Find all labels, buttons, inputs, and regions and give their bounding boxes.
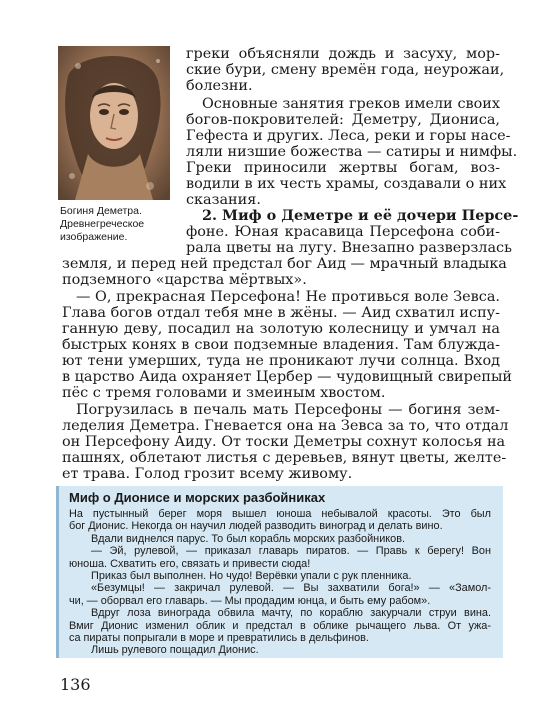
box-text-line: «Безумцы! — закричал рулевой. — Вы захватили бога!» — «Замол- [91, 582, 491, 595]
caption-line: Богиня Деметра. [60, 205, 142, 217]
text-line: земля, и перед ней предстал бог Аид — мрачный владыка [62, 256, 507, 272]
text-line: — О, прекрасная Персефона! Не противься воле Зевса. [76, 289, 500, 305]
text-line: Греки приносили жертвы богам, воз- [186, 160, 500, 176]
box-text-line: Вдали виднелся парус. То был корабль морских разбойников. [91, 532, 406, 545]
text-line: рала цветы на лугу. Внезапно разверзлась [186, 240, 512, 256]
text-line: быстрых конях в свои подземные владения. Там блужда- [62, 337, 500, 353]
demeter-face-illustration [58, 46, 170, 200]
box-text-line: Вмиг Дионис изменил облик и предстал в облике рычащего льва. От ужа- [69, 619, 491, 632]
text-line: пашнях, облетают листья с деревьев, вянут цветы, желте- [62, 450, 507, 466]
text-line: ляли низшие божества — сатиры и нимфы. [186, 144, 518, 160]
box-text-line: са пираты попрыгали в море и превратились в дельфинов. [69, 632, 369, 644]
caption-line: Древнегреческое [60, 218, 145, 230]
box-text-line: Вдруг лоза винограда обвила мачту, по кораблю закурчали струи вина. [91, 607, 491, 620]
text-line: греки объясняли дождь и засуху, мор- [186, 46, 500, 62]
text-line: Основные занятия греков имели своих [202, 96, 500, 112]
text-line: ют тени умерших, туда не проникают лучи солнца. Вход [62, 353, 500, 369]
text-line: ские бури, смену времён года, неурожаи, [186, 62, 505, 78]
text-line: сказания. [186, 192, 261, 208]
text-line: он Персефону Аиду. От тоски Деметры сохнут колосья на [62, 434, 506, 450]
box-text-line: На пустынный берег моря вышел юноша небывалой красоты. Это был [69, 508, 491, 520]
text-line: Гефеста и других. Леса, реки и горы насе- [186, 128, 511, 144]
demeter-fresco-image [58, 46, 170, 200]
box-text-line: бог Дионис. Некогда он научил людей разводить виноград и делать вино. [69, 520, 443, 533]
box-text-line: юноша. Схватить его, связать и привести сюда! [69, 557, 311, 570]
text-line: в царство Аида охраняет Цербер — чудовищный свирепый [62, 369, 512, 385]
page-number: 136 [60, 675, 91, 694]
caption-line: изображение. [60, 231, 128, 243]
text-line: подземного «царства мёртвых». [62, 272, 307, 288]
figure-caption [60, 205, 178, 244]
text-line: фоне. Юная красавица Персефона соби- [186, 224, 500, 240]
box-text-line: Приказ был выполнен. Но чудо! Верёвки упали с рук пленника. [91, 570, 412, 582]
box-text-line: Лишь рулевого пощадил Дионис. [91, 644, 259, 657]
box-text-line: — Эй, рулевой, — приказал главарь пиратов. — Правь к берегу! Вон [91, 545, 491, 558]
box-text-line: чи, — оборвал его главарь. — Мы продадим юнца, и быть ему рабом». [69, 594, 431, 607]
text-line: Глава богов отдал тебя мне в жёны. — Аид схватил испу- [62, 305, 500, 321]
text-line: Погрузилась в печаль мать Персефоны — богиня зем- [76, 402, 500, 418]
text-line: пёс с тремя головами и змеиным хвостом. [62, 385, 386, 401]
box-title: Миф о Дионисе и морских разбойниках [69, 490, 326, 505]
section-heading-line: 2. Миф о Деметре и её дочери Персе- [202, 207, 519, 224]
text-line: леделия Деметра. Гневается она на Зевса за то, что отдал [62, 418, 509, 434]
text-line: ет трава. Голод грозит всему живому. [62, 466, 353, 482]
dionysus-myth-box [56, 486, 503, 658]
text-line: водили в их честь храмы, создавали о них [186, 176, 507, 192]
text-line: болезни. [186, 78, 253, 94]
text-line: богов-покровителей: Деметру, Диониса, [186, 112, 500, 128]
text-line: ганную деву, посадил на золотую колесницу и умчал на [62, 321, 500, 337]
